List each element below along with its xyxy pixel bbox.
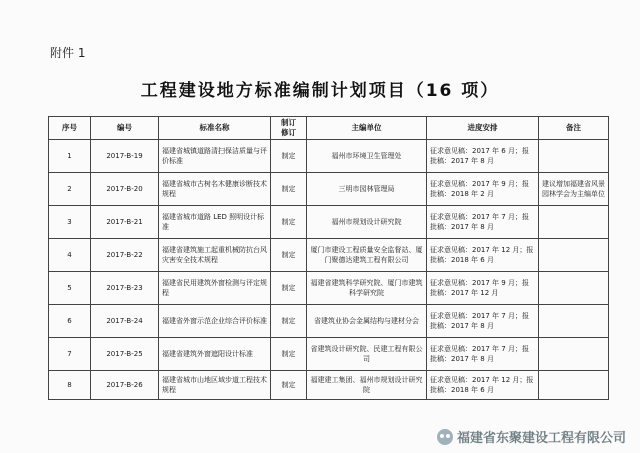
header-code: 编号 [91, 117, 159, 140]
cell-revision-type: 制定 [271, 272, 307, 305]
cell-seq: 2 [49, 173, 91, 206]
cell-lead-unit: 省建筑设计研究院、民建工程有限公司 [307, 338, 427, 371]
table-row [49, 338, 609, 371]
cell-seq: 5 [49, 272, 91, 305]
cell-revision-type: 制定 [271, 173, 307, 206]
cell-seq: 7 [49, 338, 91, 371]
cell-schedule: 征求意见稿：2017 年 9 月；报批稿：2018 年 2 月 [427, 173, 539, 206]
cell-code: 2017-B-23 [91, 272, 159, 305]
cell-seq: 6 [49, 305, 91, 338]
cell-remarks [539, 272, 609, 305]
header-schedule: 进度安排 [427, 117, 539, 140]
cell-standard-name: 福建省城市道路 LED 照明设计标准 [159, 206, 271, 239]
cell-schedule: 征求意见稿：2017 年 12 月；报批稿：2018 年 6 月 [427, 239, 539, 272]
cell-standard-name: 福建省外窗示范企业综合评价标准 [159, 305, 271, 338]
cell-revision-type: 制定 [271, 338, 307, 371]
cell-code: 2017-B-26 [91, 371, 159, 400]
table-row [49, 173, 609, 206]
cell-remarks [539, 338, 609, 371]
table-header-row [49, 117, 609, 140]
cell-lead-unit: 三明市园林管理局 [307, 173, 427, 206]
page-title: 工程建设地方标准编制计划项目（16 项） [140, 81, 500, 101]
cell-standard-name: 福建省城市古树名木健康诊断技术规程 [159, 173, 271, 206]
cell-revision-type: 制定 [271, 140, 307, 173]
cell-revision-type: 制定 [271, 239, 307, 272]
standards-plan-table [48, 116, 609, 400]
watermark-text: 福建省东聚建设工程有限公司 [456, 431, 626, 446]
header-remarks: 备注 [539, 117, 609, 140]
cell-remarks [539, 371, 609, 400]
cell-lead-unit: 福建省建筑科学研究院、厦门市建筑科学研究院 [307, 272, 427, 305]
cell-standard-name: 福建省建筑外窗遮阳设计标准 [159, 338, 271, 371]
cell-code: 2017-B-22 [91, 239, 159, 272]
cell-seq: 4 [49, 239, 91, 272]
header-revision-type: 制订 修订 [271, 117, 307, 140]
cell-schedule: 征求意见稿：2017 年 9 月；报批稿：2017 年 12 月 [427, 272, 539, 305]
cell-schedule: 征求意见稿：2017 年 6 月；报批稿：2017 年 8 月 [427, 140, 539, 173]
cell-lead-unit: 厦门市建设工程质量安全监督站、厦门聚德达建筑工程有限公司 [307, 239, 427, 272]
cell-standard-name: 福建省建筑施工起重机械防抗台风灾害安全技术规程 [159, 239, 271, 272]
cell-lead-unit: 福建建工集团、福州市规划设计研究院 [307, 371, 427, 400]
cell-lead-unit: 福州市规划设计研究院 [307, 206, 427, 239]
cell-revision-type: 制定 [271, 305, 307, 338]
cell-remarks [539, 239, 609, 272]
table-row [49, 140, 609, 173]
cell-schedule: 征求意见稿：2017 年 7 月；报批稿：2017 年 8 月 [427, 305, 539, 338]
cell-remarks: 建议增加福建省风景园林学会为主编单位 [539, 173, 609, 206]
cell-code: 2017-B-25 [91, 338, 159, 371]
header-standard-name: 标准名称 [159, 117, 271, 140]
cell-schedule: 征求意见稿：2017 年 12 月；报批稿：2018 年 6 月 [427, 371, 539, 400]
cell-revision-type: 制定 [271, 206, 307, 239]
cell-code: 2017-B-24 [91, 305, 159, 338]
header-lead-unit: 主编单位 [307, 117, 427, 140]
cell-remarks [539, 206, 609, 239]
cell-standard-name: 福建省城镇道路清扫保洁质量与评价标准 [159, 140, 271, 173]
table-row [49, 239, 609, 272]
cell-code: 2017-B-21 [91, 206, 159, 239]
cell-lead-unit: 福州市环境卫生管理处 [307, 140, 427, 173]
cell-remarks [539, 140, 609, 173]
table-row [49, 206, 609, 239]
cell-code: 2017-B-20 [91, 173, 159, 206]
cell-standard-name: 福建省民用建筑外窗检测与评定规程 [159, 272, 271, 305]
table-row [49, 305, 609, 338]
table-row [49, 371, 609, 400]
cell-seq: 1 [49, 140, 91, 173]
source-watermark [437, 427, 626, 446]
cell-schedule: 征求意见稿：2017 年 7 月；报批稿：2017 年 8 月 [427, 338, 539, 371]
cell-lead-unit: 省建筑业协会金属结构与建材分会 [307, 305, 427, 338]
cell-seq: 3 [49, 206, 91, 239]
wechat-icon [437, 429, 453, 445]
cell-seq: 8 [49, 371, 91, 400]
cell-code: 2017-B-19 [91, 140, 159, 173]
cell-standard-name: 福建省城市山地区域步道工程技术规程 [159, 371, 271, 400]
cell-schedule: 征求意见稿：2017 年 7 月；报批稿：2017 年 8 月 [427, 206, 539, 239]
cell-remarks [539, 305, 609, 338]
attachment-label: 附件 1 [50, 46, 86, 60]
table-row [49, 272, 609, 305]
cell-revision-type: 制定 [271, 371, 307, 400]
header-seq: 序号 [49, 117, 91, 140]
